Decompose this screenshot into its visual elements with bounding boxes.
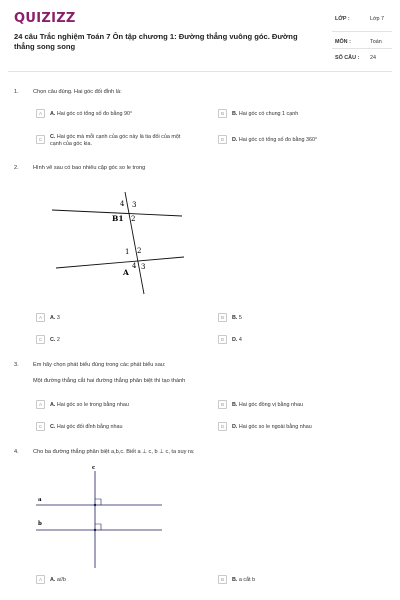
- option-letter-box: B: [218, 109, 227, 118]
- question-number: 3.: [14, 362, 19, 368]
- question-text: Em hãy chọn phát biểu đúng trong các phát biểu sau:: [33, 362, 166, 368]
- question-number: 1.: [14, 89, 19, 95]
- quiz-logo: QUIZIZZ: [14, 11, 76, 26]
- option-text: Hai góc so le ngoài bằng nhau: [238, 424, 312, 430]
- option-text: Hai góc đối đỉnh bằng nhau: [56, 424, 123, 430]
- point-label: A: [123, 268, 129, 277]
- option-letter-box: A: [36, 400, 45, 409]
- class-label: LỚP :: [335, 16, 350, 22]
- option-text: 2: [56, 337, 60, 343]
- perpendicular-figure: [32, 462, 172, 570]
- option-letter-box: D: [218, 135, 227, 144]
- option-letter-box: C: [36, 135, 45, 144]
- point-label: B1: [112, 214, 124, 223]
- option-letter-box: C: [36, 422, 45, 431]
- meta-divider: [332, 31, 392, 32]
- transversal-figure: [50, 190, 200, 300]
- question-number: 2.: [14, 165, 19, 171]
- question-text: Chọn câu đúng. Hai góc đối đỉnh là:: [33, 89, 122, 95]
- angle-label: 3: [132, 201, 137, 209]
- subject-value: Toán: [370, 39, 382, 45]
- option-letter-box: D: [218, 335, 227, 344]
- option-letter: D.: [232, 137, 238, 143]
- option-text: a//b: [56, 577, 66, 583]
- option-letter-box: A: [36, 575, 45, 584]
- question-subtext: Một đường thẳng cắt hai đường thẳng phân biệt thì tạo thành: [33, 378, 186, 384]
- option-letter: D.: [232, 337, 238, 343]
- option-text: 5: [238, 315, 242, 321]
- option-letter: A.: [50, 577, 56, 583]
- angle-label: 1: [125, 248, 130, 256]
- option-text: Hai góc đồng vị bằng nhau: [238, 402, 304, 408]
- option-letter-box: A: [36, 313, 45, 322]
- class-value: Lớp 7: [370, 16, 385, 22]
- option-letter: A.: [50, 315, 56, 321]
- header-divider: [8, 71, 392, 72]
- line-label: b: [38, 521, 42, 527]
- option-letter: B.: [232, 577, 238, 583]
- option-letter: D.: [232, 424, 238, 430]
- question-text: Cho ba đường thẳng phân biệt a,b,c. Biết a ⊥ c, b ⊥ c, ta suy ra:: [33, 449, 195, 455]
- option-text: 3: [56, 315, 60, 321]
- option-letter-box: A: [36, 109, 45, 118]
- option-letter: A.: [50, 402, 56, 408]
- option-text: Hai góc có tổng số đo bằng 90°: [56, 111, 133, 117]
- angle-label: 2: [137, 247, 142, 255]
- question-number: 4.: [14, 449, 19, 455]
- line-label: a: [38, 497, 42, 503]
- option-text: a cắt b: [238, 577, 256, 583]
- option-text: Hai góc có chung 1 cạnh: [238, 111, 299, 117]
- angle-label: 4: [132, 262, 137, 270]
- line-label: c: [92, 465, 96, 471]
- option-letter: C.: [50, 424, 56, 430]
- option-letter-box: D: [218, 422, 227, 431]
- count-label: SỐ CÂU :: [335, 55, 360, 61]
- option-text: 4: [238, 337, 242, 343]
- angle-label: 4: [120, 200, 125, 208]
- option-text: Hai góc so le trong bằng nhau: [56, 402, 129, 408]
- option-letter: C.: [50, 337, 56, 343]
- angle-label: 3: [141, 263, 146, 271]
- subject-label: MÔN :: [335, 39, 351, 45]
- option-letter-box: B: [218, 575, 227, 584]
- quiz-title: 24 câu Trắc nghiệm Toán 7 Ôn tập chương 1: Đường thẳng vuông góc. Đường thẳng song song: [14, 32, 298, 51]
- option-letter: B.: [232, 402, 238, 408]
- option-text: Hai góc có tổng số đo bằng 360°: [238, 137, 318, 143]
- meta-divider: [332, 48, 392, 49]
- option-text: Hai góc mà mỗi cạnh của góc này là tia đối của một cạnh của góc kia.: [50, 134, 181, 147]
- question-text: Hình vẽ sau có bao nhiêu cặp góc so le trong: [33, 165, 146, 171]
- count-value: 24: [370, 55, 376, 61]
- angle-label: 2: [131, 215, 136, 223]
- option-letter: B.: [232, 315, 238, 321]
- option-letter-box: C: [36, 335, 45, 344]
- option-letter-box: B: [218, 313, 227, 322]
- option-letter: A.: [50, 111, 56, 117]
- option-letter: B.: [232, 111, 238, 117]
- option-letter-box: B: [218, 400, 227, 409]
- option-letter: C.: [50, 134, 56, 140]
